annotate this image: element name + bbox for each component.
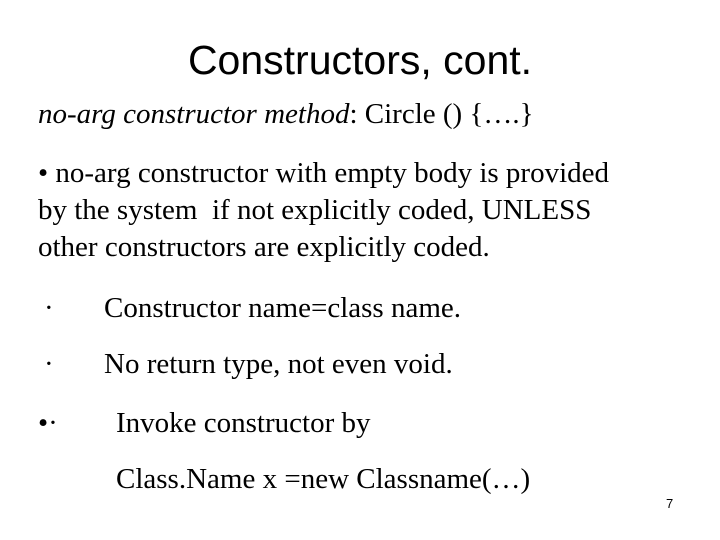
intro-label: no-arg constructor method: [38, 98, 350, 130]
intro-code: Circle () {….}: [364, 98, 534, 130]
intro-colon: :: [349, 98, 365, 130]
page-number: 7: [666, 496, 674, 511]
intro-line: [38, 96, 534, 132]
bullet-text: No return type, not even void.: [104, 348, 453, 380]
bullet-text: Invoke constructor by: [116, 407, 371, 439]
bullet-mark: ·: [44, 348, 54, 380]
paragraph-line: by the system if not explicitly coded, UNLESS: [38, 194, 592, 226]
bullet-mark: •·: [38, 407, 58, 439]
bullet-text: Constructor name=class name.: [104, 292, 462, 324]
paragraph-line: other constructors are explicitly coded.: [38, 231, 490, 263]
slide-title: Constructors, cont.: [187, 37, 533, 83]
code-example: Class.Name x =new Classname(…): [116, 463, 531, 495]
bullet-mark: ·: [44, 292, 54, 324]
description-paragraph: [38, 155, 688, 266]
paragraph-line: • no-arg constructor with empty body is provided: [38, 157, 609, 189]
